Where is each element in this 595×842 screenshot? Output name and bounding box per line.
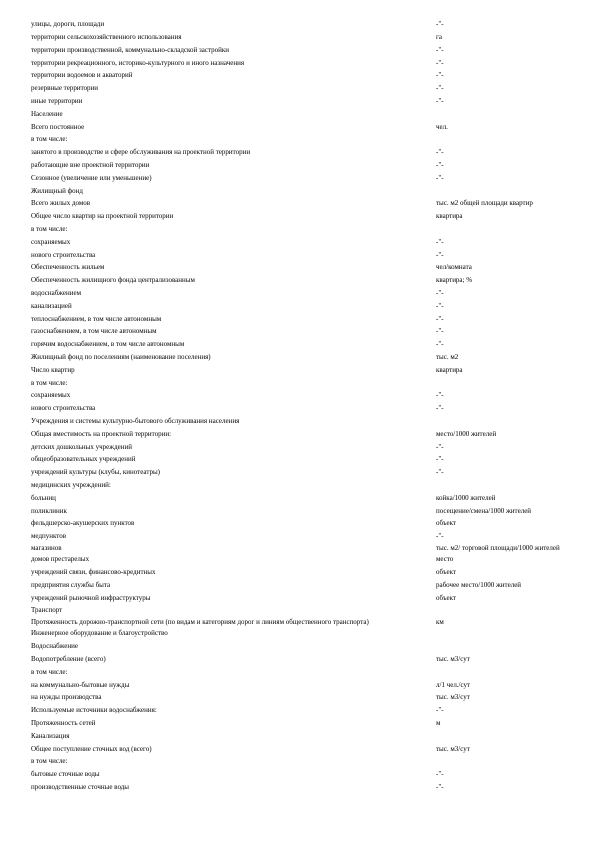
indicator-unit: га (436, 33, 442, 42)
table-row (31, 146, 566, 159)
indicator-unit: -"- (436, 532, 444, 541)
indicator-name: Число квартир (31, 365, 75, 374)
table-row (31, 120, 566, 133)
table-row (31, 172, 566, 185)
indicator-unit: -"- (436, 58, 444, 67)
indicator-unit (436, 184, 566, 197)
table-row (31, 742, 566, 755)
indicator-name: Протяженность дорожно-транспортной сети (по видам и категориям дорог и линиям общественного транспорта) (31, 617, 369, 626)
indicator-unit: -"- (436, 770, 444, 779)
table-row (31, 543, 566, 553)
indicator-name: медицинских учреждений: (31, 480, 111, 489)
table-row (31, 210, 566, 223)
indicators-table (31, 18, 566, 793)
indicator-unit: -"- (436, 468, 444, 477)
table-row (31, 95, 566, 108)
table-row (31, 325, 566, 338)
indicator-unit: -"- (436, 782, 444, 791)
table-row (31, 440, 566, 453)
table-row (31, 729, 566, 742)
indicator-name: детских дошкольных учреждений (31, 442, 132, 451)
indicator-name: в том числе: (31, 135, 68, 144)
indicator-unit: -"- (436, 404, 444, 413)
indicator-unit: чел/комната (436, 263, 472, 272)
indicator-name: в том числе: (31, 378, 68, 387)
indicator-unit: -"- (436, 455, 444, 464)
indicator-unit: -"- (436, 237, 444, 246)
indicator-name: горячим водоснабжением, в том числе автономным (31, 340, 185, 349)
indicator-name: Всего постоянное (31, 122, 85, 131)
table-row (31, 591, 566, 604)
indicator-name: общеобразовательных учреждений (31, 455, 136, 464)
indicator-unit: рабочее место/1000 жителей (436, 580, 522, 589)
indicator-name: Население (31, 109, 63, 118)
table-row (31, 351, 566, 364)
indicator-name: на коммунально-бытовые нужды (31, 680, 130, 689)
table-row (31, 717, 566, 730)
indicator-name: в том числе: (31, 757, 68, 766)
indicator-unit: -"- (436, 148, 444, 157)
table-row (31, 428, 566, 441)
indicator-unit: -"- (436, 161, 444, 170)
table-row (31, 517, 566, 530)
table-row (31, 691, 566, 704)
indicator-name: Канализация (31, 731, 70, 740)
indicator-unit (436, 604, 566, 617)
indicator-name: водоснабжением (31, 289, 82, 298)
indicator-unit: тыс. м2/ торговой площади/1000 жителей (436, 543, 560, 552)
indicator-unit: -"- (436, 314, 444, 323)
indicator-unit: тыс. м3/сут (436, 654, 470, 663)
indicator-unit: -"- (436, 327, 444, 336)
indicator-name: Обеспеченность жильем (31, 263, 105, 272)
indicator-name: работающие вне проектной территории (31, 161, 150, 170)
indicator-unit (436, 133, 566, 146)
table-row (31, 197, 566, 210)
indicator-name: сохраняемых (31, 391, 71, 400)
indicator-name: Инженерное оборудование и благоустройство (31, 629, 168, 638)
indicator-name: Сезонное (увеличение или уменьшение) (31, 173, 152, 182)
indicator-name: территории производственной, коммунально-складской застройки (31, 45, 230, 54)
table-row (31, 159, 566, 172)
indicator-unit: тыс. м2 (436, 353, 459, 362)
indicator-name: на нужды производства (31, 693, 102, 702)
indicator-unit: -"- (436, 20, 444, 29)
indicator-name: в том числе: (31, 667, 68, 676)
indicator-name: канализацией (31, 301, 72, 310)
indicator-name: Общая вместимость на проектной территории: (31, 429, 172, 438)
indicator-unit: -"- (436, 97, 444, 106)
indicator-name: Общее число квартир на проектной территории (31, 212, 174, 221)
indicator-unit: -"- (436, 391, 444, 400)
indicator-name: поликлиник (31, 506, 67, 515)
table-row (31, 453, 566, 466)
indicator-unit: объект (436, 567, 456, 576)
table-row (31, 44, 566, 57)
indicator-name: Водопотребление (всего) (31, 654, 106, 663)
indicator-unit: м (436, 718, 441, 727)
indicator-unit: -"- (436, 340, 444, 349)
indicator-unit: -"- (436, 301, 444, 310)
indicator-unit (436, 640, 566, 653)
indicator-unit: чел. (436, 122, 448, 131)
indicator-unit: -"- (436, 289, 444, 298)
table-row (31, 653, 566, 666)
indicator-name: больниц (31, 493, 56, 502)
indicator-unit: -"- (436, 71, 444, 80)
indicator-unit: -"- (436, 250, 444, 259)
table-row (31, 604, 566, 617)
table-row (31, 491, 566, 504)
indicator-unit: -"- (436, 706, 444, 715)
indicator-unit (436, 108, 566, 121)
indicator-unit: тыс. м2 общей площади квартир (436, 199, 533, 208)
indicator-name: Водоснабжение (31, 642, 79, 651)
indicator-name: домов престарелых (31, 555, 90, 564)
table-row (31, 108, 566, 121)
indicator-name: учреждений культуры (клубы, кинотеатры) (31, 468, 161, 477)
indicator-unit: объект (436, 593, 456, 602)
indicator-unit (436, 755, 566, 768)
table-row (31, 389, 566, 402)
table-row (31, 530, 566, 543)
indicator-unit (436, 223, 566, 236)
indicator-name: в том числе: (31, 225, 68, 234)
indicator-unit: тыс. м3/сут (436, 693, 470, 702)
indicator-unit: объект (436, 519, 456, 528)
table-row (31, 18, 566, 31)
indicator-unit (436, 627, 566, 640)
table-row (31, 578, 566, 591)
indicator-unit (436, 415, 566, 428)
table-row (31, 82, 566, 95)
indicator-name: газоснабжением, в том числе автономным (31, 327, 157, 336)
table-row (31, 236, 566, 249)
table-row (31, 553, 566, 566)
table-row (31, 312, 566, 325)
indicator-name: нового строительства (31, 404, 96, 413)
table-row (31, 287, 566, 300)
indicator-unit: посещение/смена/1000 жителей (436, 506, 532, 515)
table-row (31, 69, 566, 82)
indicator-name: сохраняемых (31, 237, 71, 246)
table-row (31, 704, 566, 717)
indicator-name: производственные сточные воды (31, 782, 130, 791)
indicator-name: Жилищный фонд (31, 186, 83, 195)
indicator-unit: квартира (436, 212, 463, 221)
indicator-name: иные территории (31, 97, 83, 106)
table-row (31, 415, 566, 428)
indicator-name: Общее поступление сточных вод (всего) (31, 744, 152, 753)
indicator-name: учреждений рыночной инфраструктуры (31, 593, 151, 602)
indicator-unit (436, 376, 566, 389)
indicator-name: Учреждения и системы культурно-бытового обслуживания населения (31, 417, 240, 425)
indicator-name: теплоснабжением, в том числе автономным (31, 314, 162, 323)
indicator-unit (436, 729, 566, 742)
table-row (31, 338, 566, 351)
table-row (31, 223, 566, 236)
table-row (31, 274, 566, 287)
table-row (31, 678, 566, 691)
table-row (31, 627, 566, 640)
indicator-name: предприятия службы быта (31, 580, 111, 589)
indicator-name: бытовые сточные воды (31, 770, 100, 779)
indicator-name: нового строительства (31, 250, 96, 259)
table-row (31, 402, 566, 415)
indicator-unit: квартира; % (436, 276, 473, 285)
table-row (31, 466, 566, 479)
table-row (31, 640, 566, 653)
indicator-unit: -"- (436, 173, 444, 182)
table-row (31, 504, 566, 517)
indicator-name: магазинов (31, 543, 62, 552)
table-row (31, 617, 566, 627)
indicator-unit: койка/1000 жителей (436, 493, 496, 502)
table-row (31, 248, 566, 261)
indicator-name: территории сельскохозяйственного использования (31, 33, 182, 42)
table-row (31, 31, 566, 44)
indicator-name: Транспорт (31, 606, 63, 615)
indicator-name: территории рекреационного, историко-культурного и иного назначения (31, 58, 245, 67)
table-row (31, 665, 566, 678)
indicator-name: Протяженность сетей (31, 718, 96, 727)
indicator-name: Всего жилых домов (31, 199, 91, 208)
indicator-name: Обеспеченность жилищного фонда централизованным (31, 276, 195, 285)
table-row (31, 261, 566, 274)
indicator-unit: квартира (436, 365, 463, 374)
indicator-unit (436, 665, 566, 678)
table-row (31, 56, 566, 69)
indicator-unit (436, 479, 566, 492)
indicator-name: Используемые источники водоснабжения: (31, 706, 157, 715)
table-row (31, 364, 566, 377)
table-row (31, 755, 566, 768)
table-row (31, 479, 566, 492)
indicator-unit: км (436, 617, 444, 626)
indicator-name: улицы, дороги, площади (31, 20, 105, 29)
indicator-unit: -"- (436, 84, 444, 93)
indicator-unit: л/1 чел./сут (436, 680, 471, 689)
table-row (31, 566, 566, 579)
indicator-name: территории водоемов и акваторий (31, 71, 133, 80)
indicator-name: фельдшерско-акушерских пунктов (31, 519, 135, 528)
indicator-name: занятого в производстве и сфере обслуживания на проектной территории (31, 148, 251, 157)
table-row (31, 133, 566, 146)
indicator-unit: -"- (436, 45, 444, 54)
indicator-name: медпунктов (31, 532, 67, 541)
table-row (31, 781, 566, 794)
table-row (31, 300, 566, 313)
indicator-unit: место/1000 жителей (436, 429, 497, 438)
table-row (31, 376, 566, 389)
table-row (31, 184, 566, 197)
indicator-unit: -"- (436, 442, 444, 451)
indicator-name: Жилищный фонд по поселениям (наименование поселения) (31, 353, 211, 362)
table-row (31, 768, 566, 781)
indicator-name: учреждений связи, финансово-кредитных (31, 567, 156, 576)
indicators-table-body (31, 18, 566, 793)
indicator-unit: место (436, 555, 454, 564)
indicator-unit: тыс. м3/сут (436, 744, 470, 753)
indicator-name: резервные территории (31, 84, 99, 93)
